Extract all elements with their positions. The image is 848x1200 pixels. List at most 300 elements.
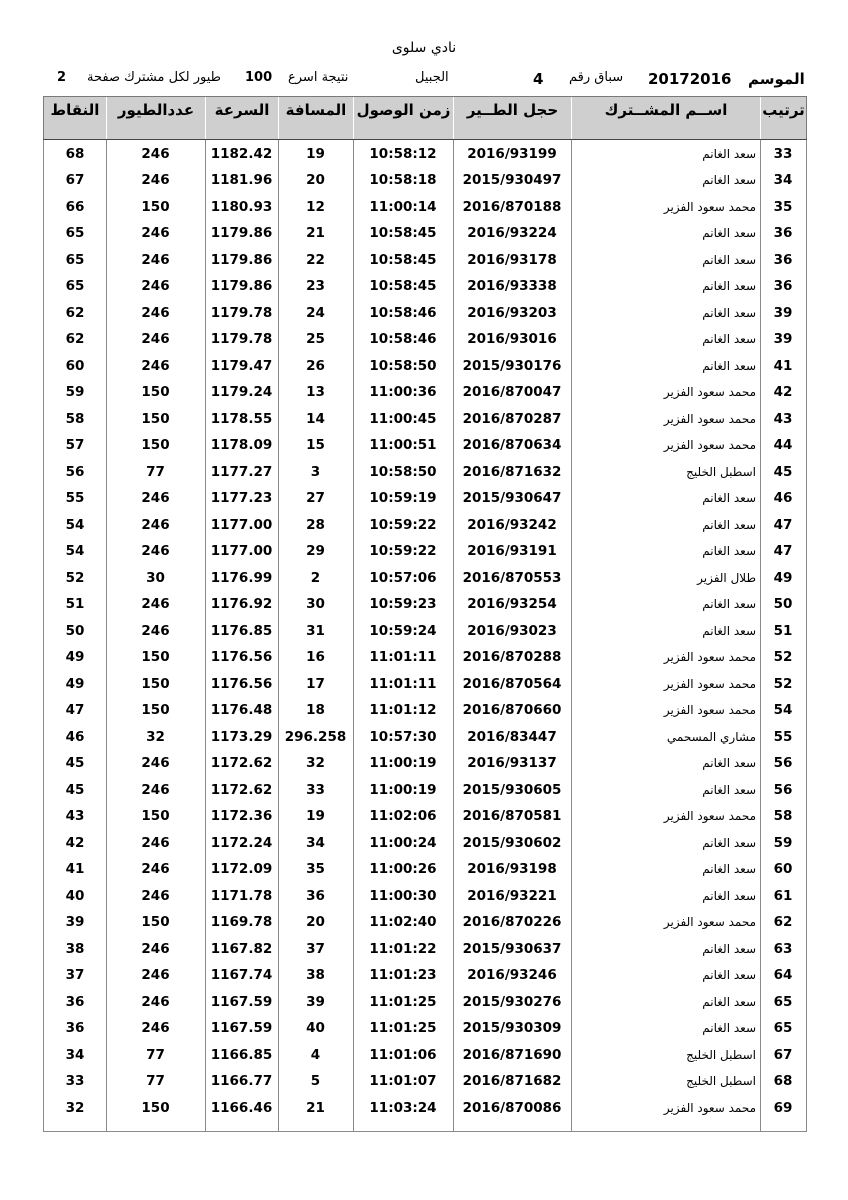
cell-distance: 34 (306, 834, 325, 851)
table-row (44, 459, 806, 486)
cell-ring-number: 2016/870287 (462, 410, 562, 427)
cell-speed: 1179.86 (210, 225, 273, 241)
cell-rank: 51 (773, 622, 793, 639)
cell-speed: 1177.27 (210, 463, 273, 480)
cell-arrival-time: 11:00:36 (369, 384, 437, 400)
cell-birds-count: 246 (141, 993, 170, 1010)
cell-speed: 1173.29 (210, 728, 273, 745)
cell-participant: اسطبل الخليج (686, 1074, 756, 1088)
cell-rank: 44 (773, 437, 793, 453)
table-row (44, 512, 806, 539)
cell-speed: 1179.47 (210, 357, 273, 374)
cell-rank: 34 (773, 172, 793, 188)
table-row (44, 167, 806, 194)
cell-speed: 1176.48 (210, 702, 273, 718)
cell-birds-count: 246 (141, 278, 170, 294)
cell-participant: سعد الغانم (702, 623, 756, 638)
cell-distance: 12 (306, 198, 325, 215)
cell-points: 33 (65, 1073, 85, 1089)
cell-birds-count: 246 (141, 1020, 170, 1036)
cell-distance: 3 (310, 463, 321, 480)
table-row (44, 141, 806, 168)
cell-ring-number: 2016/870188 (462, 198, 562, 215)
cell-ring-number: 2016/93224 (467, 225, 557, 241)
cell-points: 62 (65, 331, 85, 347)
cell-ring-number: 2016/93242 (467, 516, 557, 533)
cell-rank: 59 (773, 834, 793, 851)
cell-participant: سعد الغانم (702, 888, 756, 903)
cell-distance: 25 (306, 331, 325, 347)
table-row (44, 830, 806, 857)
cell-birds-count: 246 (141, 145, 170, 162)
cell-points: 57 (65, 437, 85, 453)
cell-rank: 46 (773, 490, 793, 506)
cell-distance: 37 (306, 940, 325, 957)
cell-arrival-time: 10:59:19 (369, 490, 437, 506)
cell-birds-count: 32 (146, 728, 165, 745)
cell-distance: 5 (310, 1073, 321, 1089)
cell-points: 45 (65, 755, 85, 771)
cell-birds-count: 150 (141, 198, 170, 215)
cell-participant: سعد الغانم (702, 226, 756, 240)
header-points: النقاط (44, 97, 107, 139)
cell-speed: 1172.62 (210, 781, 273, 798)
cell-ring-number: 2016/871690 (462, 1046, 562, 1063)
cell-distance: 27 (306, 490, 325, 506)
cell-rank: 58 (773, 808, 793, 824)
cell-distance: 296.258 (284, 728, 347, 745)
cell-birds-count: 150 (141, 914, 170, 930)
cell-distance: 19 (306, 808, 325, 824)
cell-speed: 1166.46 (210, 1099, 273, 1116)
table-row (44, 565, 806, 592)
cell-points: 56 (65, 463, 85, 480)
cell-rank: 68 (773, 1073, 793, 1089)
race-number: 4 (533, 70, 544, 88)
cell-points: 54 (65, 516, 85, 533)
cell-arrival-time: 10:58:45 (369, 225, 437, 241)
cell-points: 51 (65, 596, 85, 612)
cell-arrival-time: 11:01:12 (369, 702, 437, 718)
cell-ring-number: 2015/930605 (462, 781, 562, 798)
table-header (43, 96, 807, 140)
cell-points: 42 (65, 834, 85, 851)
cell-participant: طلال الفزير (697, 570, 756, 585)
cell-birds-count: 246 (141, 755, 170, 771)
table-row (44, 485, 806, 512)
cell-rank: 65 (773, 1020, 793, 1036)
cell-arrival-time: 11:00:45 (369, 410, 437, 427)
cell-birds-count: 150 (141, 702, 170, 718)
cell-speed: 1176.56 (210, 675, 273, 692)
cell-rank: 61 (773, 887, 793, 904)
cell-speed: 1167.59 (210, 1020, 273, 1036)
cell-speed: 1179.78 (210, 304, 273, 321)
cell-participant: سعد الغانم (702, 173, 756, 187)
cell-arrival-time: 10:58:45 (369, 251, 437, 268)
cell-points: 46 (65, 728, 85, 745)
page-number: 2 (57, 70, 67, 85)
cell-participant: سعد الغانم (702, 835, 756, 850)
cell-speed: 1176.92 (210, 596, 273, 612)
cell-speed: 1179.86 (210, 278, 273, 294)
cell-arrival-time: 10:59:22 (369, 516, 437, 533)
cell-arrival-time: 11:02:40 (369, 914, 437, 930)
cell-speed: 1167.74 (210, 967, 273, 983)
cell-birds-count: 246 (141, 861, 170, 877)
cell-arrival-time: 10:57:30 (369, 728, 437, 745)
cell-points: 36 (65, 1020, 85, 1036)
cell-arrival-time: 11:03:24 (369, 1099, 437, 1116)
cell-ring-number: 2016/870581 (462, 808, 562, 824)
cell-participant: سعد الغانم (702, 968, 756, 982)
cell-arrival-time: 11:01:25 (369, 1020, 437, 1036)
cell-ring-number: 2016/93221 (467, 887, 557, 904)
table-row (44, 273, 806, 300)
cell-participant: سعد الغانم (702, 146, 756, 161)
cell-rank: 36 (773, 251, 793, 268)
cell-ring-number: 2015/930647 (462, 490, 562, 506)
cell-participant: سعد الغانم (702, 252, 756, 267)
cell-distance: 23 (306, 278, 325, 294)
cell-points: 49 (65, 675, 85, 692)
cell-birds-count: 246 (141, 172, 170, 188)
cell-ring-number: 2016/870660 (462, 702, 562, 718)
cell-points: 34 (65, 1046, 85, 1063)
cell-ring-number: 2016/93198 (467, 861, 557, 877)
cell-arrival-time: 11:02:06 (369, 808, 437, 824)
fastest-value: 100 (245, 70, 273, 85)
cell-birds-count: 246 (141, 940, 170, 957)
cell-ring-number: 2016/93246 (467, 967, 557, 983)
cell-participant: سعد الغانم (702, 756, 756, 770)
table-row (44, 618, 806, 645)
table-row (44, 777, 806, 804)
cell-rank: 52 (773, 649, 793, 665)
cell-rank: 69 (773, 1099, 793, 1116)
cell-arrival-time: 11:01:11 (369, 649, 437, 665)
table-row (44, 671, 806, 698)
cell-rank: 50 (773, 596, 793, 612)
cell-arrival-time: 11:01:07 (369, 1073, 437, 1089)
cell-ring-number: 2016/83447 (467, 728, 557, 745)
cell-participant: محمد سعود الفزير (663, 411, 756, 426)
cell-points: 55 (65, 490, 85, 506)
table-row (44, 379, 806, 406)
header-speed: السرعة (206, 97, 279, 139)
cell-points: 50 (65, 622, 85, 639)
club-name: نادي سلوى (391, 40, 457, 56)
cell-points: 66 (65, 198, 85, 215)
table-row (44, 962, 806, 989)
cell-participant: محمد سعود الفزير (663, 915, 756, 929)
table-row (44, 883, 806, 910)
cell-participant: سعد الغانم (702, 994, 756, 1009)
table-row (44, 300, 806, 327)
cell-ring-number: 2016/93199 (467, 145, 557, 162)
cell-distance: 24 (306, 304, 325, 321)
cell-speed: 1179.24 (210, 384, 273, 400)
cell-arrival-time: 10:59:23 (369, 596, 437, 612)
cell-rank: 47 (773, 543, 793, 559)
table-row (44, 750, 806, 777)
cell-points: 32 (65, 1099, 85, 1116)
cell-participant: سعد الغانم (702, 332, 756, 346)
cell-points: 60 (65, 357, 85, 374)
cell-arrival-time: 11:01:25 (369, 993, 437, 1010)
cell-distance: 26 (306, 357, 325, 374)
cell-points: 68 (65, 145, 85, 162)
cell-birds-count: 246 (141, 543, 170, 559)
cell-distance: 28 (306, 516, 325, 533)
cell-speed: 1176.56 (210, 649, 273, 665)
cell-participant: سعد الغانم (702, 941, 756, 956)
cell-birds-count: 246 (141, 781, 170, 798)
birds-per-participant-label: طيور لكل مشترك صفحة (87, 70, 221, 85)
cell-ring-number: 2016/870226 (462, 914, 562, 930)
cell-points: 41 (65, 861, 85, 877)
cell-speed: 1177.00 (210, 543, 273, 559)
cell-speed: 1176.99 (210, 569, 273, 586)
table-row (44, 220, 806, 247)
cell-rank: 33 (773, 145, 793, 162)
cell-birds-count: 246 (141, 834, 170, 851)
cell-speed: 1177.00 (210, 516, 273, 533)
cell-ring-number: 2016/93191 (467, 543, 557, 559)
cell-distance: 30 (306, 596, 325, 612)
cell-arrival-time: 10:59:24 (369, 622, 437, 639)
cell-distance: 29 (306, 543, 325, 559)
cell-ring-number: 2016/93178 (467, 251, 557, 268)
cell-arrival-time: 10:58:50 (369, 357, 437, 374)
cell-points: 59 (65, 384, 85, 400)
cell-distance: 39 (306, 993, 325, 1010)
cell-ring-number: 2016/871682 (462, 1073, 562, 1089)
cell-arrival-time: 10:58:45 (369, 278, 437, 294)
cell-speed: 1172.09 (210, 861, 273, 877)
cell-participant: سعد الغانم (702, 544, 756, 558)
cell-distance: 18 (306, 702, 325, 718)
cell-arrival-time: 11:00:19 (369, 755, 437, 771)
cell-distance: 22 (306, 251, 325, 268)
cell-distance: 20 (306, 172, 325, 188)
cell-rank: 63 (773, 940, 793, 957)
cell-participant: سعد الغانم (702, 597, 756, 611)
cell-participant: محمد سعود الفزير (663, 809, 756, 823)
cell-birds-count: 246 (141, 490, 170, 506)
cell-speed: 1177.23 (210, 490, 273, 506)
cell-participant: محمد سعود الفزير (663, 199, 756, 214)
cell-ring-number: 2016/93016 (467, 331, 557, 347)
cell-ring-number: 2016/93023 (467, 622, 557, 639)
cell-ring-number: 2015/930602 (462, 834, 562, 851)
cell-rank: 42 (773, 384, 793, 400)
cell-birds-count: 246 (141, 304, 170, 321)
cell-rank: 47 (773, 516, 793, 533)
cell-ring-number: 2015/930176 (462, 357, 562, 374)
cell-birds-count: 246 (141, 887, 170, 904)
season-label: الموسم (748, 70, 805, 88)
cell-participant: سعد الغانم (702, 305, 756, 320)
cell-distance: 15 (306, 437, 325, 453)
cell-speed: 1180.93 (210, 198, 273, 215)
results-table (43, 140, 807, 1132)
cell-ring-number: 2016/93203 (467, 304, 557, 321)
cell-speed: 1172.62 (210, 755, 273, 771)
cell-rank: 39 (773, 331, 793, 347)
cell-points: 45 (65, 781, 85, 798)
table-row (44, 909, 806, 936)
cell-arrival-time: 10:58:50 (369, 463, 437, 480)
cell-rank: 36 (773, 278, 793, 294)
cell-distance: 17 (306, 675, 325, 692)
cell-arrival-time: 10:58:18 (369, 172, 437, 188)
header-rank: ترتيب (761, 97, 806, 139)
cell-speed: 1171.78 (210, 887, 273, 904)
cell-birds-count: 246 (141, 357, 170, 374)
header-birds-count: عددالطيور (107, 97, 206, 139)
cell-distance: 20 (306, 914, 325, 930)
cell-birds-count: 246 (141, 967, 170, 983)
cell-birds-count: 150 (141, 410, 170, 427)
season-value: 20172016 (648, 70, 732, 88)
cell-rank: 45 (773, 463, 793, 480)
table-row (44, 326, 806, 353)
cell-birds-count: 77 (146, 463, 165, 480)
cell-arrival-time: 11:01:22 (369, 940, 437, 957)
cell-distance: 35 (306, 861, 325, 877)
table-row (44, 432, 806, 459)
cell-speed: 1179.78 (210, 331, 273, 347)
cell-birds-count: 77 (146, 1073, 165, 1089)
cell-points: 65 (65, 225, 85, 241)
table-row (44, 591, 806, 618)
header-participant: اســم المشــترك (572, 97, 761, 139)
cell-participant: اسطبل الخليج (686, 464, 756, 479)
cell-arrival-time: 11:00:24 (369, 834, 437, 851)
cell-distance: 38 (306, 967, 325, 983)
cell-speed: 1179.86 (210, 251, 273, 268)
cell-participant: سعد الغانم (702, 1021, 756, 1035)
cell-ring-number: 2016/870553 (462, 569, 562, 586)
cell-speed: 1182.42 (210, 145, 273, 162)
cell-arrival-time: 11:00:30 (369, 887, 437, 904)
cell-distance: 16 (306, 649, 325, 665)
cell-participant: سعد الغانم (702, 358, 756, 373)
cell-ring-number: 2016/870288 (462, 649, 562, 665)
cell-ring-number: 2016/93137 (467, 755, 557, 771)
race-info (45, 70, 805, 90)
cell-ring-number: 2016/870047 (462, 384, 562, 400)
cell-birds-count: 77 (146, 1046, 165, 1063)
cell-speed: 1167.82 (210, 940, 273, 957)
cell-arrival-time: 11:00:26 (369, 861, 437, 877)
cell-rank: 56 (773, 781, 793, 798)
header-ring-number: حجل الطــير (454, 97, 572, 139)
cell-participant: سعد الغانم (702, 782, 756, 797)
cell-points: 58 (65, 410, 85, 427)
cell-speed: 1172.24 (210, 834, 273, 851)
cell-points: 49 (65, 649, 85, 665)
table-row (44, 247, 806, 274)
table-row (44, 724, 806, 751)
header-arrival-time: زمن الوصول (354, 97, 454, 139)
cell-arrival-time: 10:58:12 (369, 145, 437, 162)
cell-birds-count: 246 (141, 225, 170, 241)
cell-arrival-time: 11:00:14 (369, 198, 437, 215)
cell-distance: 13 (306, 384, 325, 400)
cell-distance: 33 (306, 781, 325, 798)
cell-points: 37 (65, 967, 85, 983)
cell-distance: 14 (306, 410, 325, 427)
cell-participant: سعد الغانم (702, 279, 756, 293)
cell-arrival-time: 11:01:06 (369, 1046, 437, 1063)
table-row (44, 406, 806, 433)
cell-rank: 55 (773, 728, 793, 745)
cell-ring-number: 2016/870564 (462, 675, 562, 692)
cell-rank: 60 (773, 861, 793, 877)
cell-birds-count: 30 (146, 569, 165, 586)
cell-distance: 21 (306, 1099, 325, 1116)
cell-participant: سعد الغانم (702, 517, 756, 532)
cell-speed: 1166.85 (210, 1046, 273, 1063)
cell-birds-count: 246 (141, 622, 170, 639)
cell-rank: 36 (773, 225, 793, 241)
cell-rank: 41 (773, 357, 793, 374)
cell-rank: 62 (773, 914, 793, 930)
fastest-result-label: نتيجة اسرع (288, 70, 349, 85)
table-row (44, 697, 806, 724)
header-distance: المسافة (279, 97, 354, 139)
cell-birds-count: 246 (141, 596, 170, 612)
table-row (44, 1015, 806, 1042)
cell-participant: اسطبل الخليج (686, 1047, 756, 1062)
table-row (44, 856, 806, 883)
cell-rank: 67 (773, 1046, 793, 1063)
cell-points: 62 (65, 304, 85, 321)
cell-speed: 1172.36 (210, 808, 273, 824)
cell-ring-number: 2015/930637 (462, 940, 562, 957)
table-row (44, 353, 806, 380)
cell-distance: 4 (310, 1046, 321, 1063)
cell-birds-count: 150 (141, 675, 170, 692)
table-row (44, 989, 806, 1016)
cell-arrival-time: 11:01:23 (369, 967, 437, 983)
cell-rank: 43 (773, 410, 793, 427)
cell-birds-count: 246 (141, 331, 170, 347)
cell-rank: 39 (773, 304, 793, 321)
cell-participant: سعد الغانم (702, 862, 756, 876)
cell-participant: محمد سعود الفزير (663, 438, 756, 452)
cell-ring-number: 2015/930497 (462, 172, 562, 188)
cell-speed: 1167.59 (210, 993, 273, 1010)
table-row (44, 644, 806, 671)
table-row (44, 194, 806, 221)
cell-birds-count: 150 (141, 1099, 170, 1116)
cell-arrival-time: 10:58:46 (369, 331, 437, 347)
cell-arrival-time: 10:57:06 (369, 569, 437, 586)
table-row (44, 1068, 806, 1095)
cell-arrival-time: 11:01:11 (369, 675, 437, 692)
cell-ring-number: 2016/871632 (462, 463, 562, 480)
cell-rank: 35 (773, 198, 793, 215)
cell-ring-number: 2015/930276 (462, 993, 562, 1010)
cell-points: 40 (65, 887, 85, 904)
cell-speed: 1176.85 (210, 622, 273, 639)
cell-speed: 1169.78 (210, 914, 273, 930)
cell-ring-number: 2016/93338 (467, 278, 557, 294)
cell-rank: 65 (773, 993, 793, 1010)
